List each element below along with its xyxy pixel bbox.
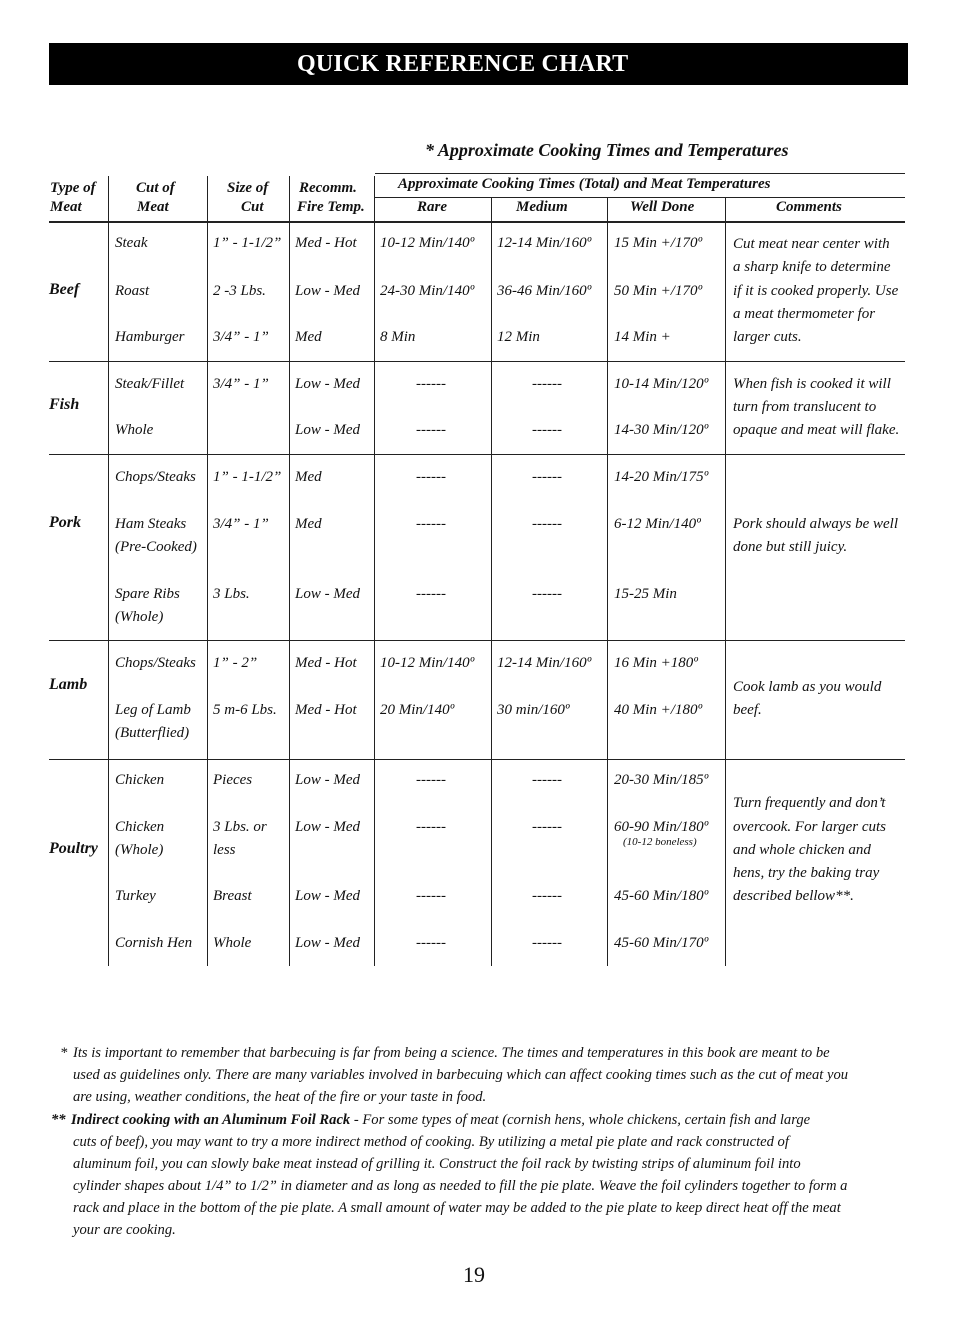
fish-comment-line: opaque and meat will flake. <box>733 422 900 438</box>
pork-ham-size: 3/4” - 1” <box>213 516 269 532</box>
beef-roast-well: 50 Min +/170º <box>614 283 703 299</box>
lamb-chops-fire: Med - Hot <box>295 655 357 671</box>
poultry-pieces-rare: ------ <box>416 772 446 788</box>
poultry-hen-rare: ------ <box>416 935 446 951</box>
title-banner <box>49 43 908 85</box>
type-beef: Beef <box>49 281 80 298</box>
pork-chops-size: 1” - 1-1/2” <box>213 469 282 485</box>
poultry-pieces-size: Pieces <box>213 772 253 788</box>
header-fire-line2: Fire Temp. <box>297 199 365 215</box>
column-rule <box>207 176 208 966</box>
poultry-pieces-fire: Low - Med <box>295 772 360 788</box>
poultry-hen-well: 45-60 Min/170º <box>614 935 709 951</box>
poultry-hen-size: Whole <box>213 935 252 951</box>
pork-chops-rare: ------ <box>416 469 446 485</box>
lamb-divider <box>49 759 905 760</box>
beef-steak-rare: 10-12 Min/140º <box>380 235 475 251</box>
header-medium: Medium <box>516 199 568 215</box>
pork-chops-fire: Med <box>295 469 322 485</box>
lamb-leg-fire: Med - Hot <box>295 702 357 718</box>
footnote-2-heading: Indirect cooking with an Aluminum Foil Rack <box>71 1112 351 1128</box>
lamb-leg-size: 5 m-6 Lbs. <box>213 702 277 718</box>
footnote-1-line: are using, weather conditions, the heat of the fire or your taste in food. <box>73 1089 487 1105</box>
beef-hamburger-fire: Med <box>295 329 322 345</box>
poultry-turkey-fire: Low - Med <box>295 888 360 904</box>
header-cut-line1: Cut of <box>136 180 175 196</box>
poultry-comment-line: and whole chicken and <box>733 842 871 858</box>
poultry-whole-cut: Chicken <box>115 819 165 835</box>
fish-fillet-well: 10-14 Min/120º <box>614 376 709 392</box>
fish-comment-line: When fish is cooked it will <box>733 376 891 392</box>
fish-fillet-cut: Steak/Fillet <box>115 376 185 392</box>
fish-fillet-medium: ------ <box>532 376 562 392</box>
header-top-rule <box>375 173 905 174</box>
footnote-2-line: aluminum foil, you can slowly bake meat instead of grilling it. Construct the foil rack by twisting strips of aluminum foil into <box>73 1156 801 1172</box>
pork-ribs-rare: ------ <box>416 586 446 602</box>
header-cut-line2: Meat <box>137 199 169 215</box>
type-fish: Fish <box>49 396 80 413</box>
beef-roast-cut: Roast <box>115 283 150 299</box>
poultry-whole-cut-note: (Whole) <box>115 842 164 858</box>
beef-hamburger-rare: 8 Min <box>380 329 416 345</box>
header-rare: Rare <box>417 199 447 215</box>
page-number: 19 <box>463 1262 485 1287</box>
pork-comment-line: Pork should always be well <box>733 516 898 532</box>
fish-fillet-size: 3/4” - 1” <box>213 376 269 392</box>
beef-steak-size: 1” - 1-1/2” <box>213 235 282 251</box>
beef-comment-line: larger cuts. <box>733 329 802 345</box>
poultry-hen-medium: ------ <box>532 935 562 951</box>
page-title: QUICK REFERENCE CHART <box>297 51 629 77</box>
pork-chops-medium: ------ <box>532 469 562 485</box>
column-rule <box>725 198 726 966</box>
footnote-1-marker: * <box>60 1045 68 1061</box>
fish-fillet-fire: Low - Med <box>295 376 360 392</box>
lamb-leg-cut: Leg of Lamb <box>115 702 191 718</box>
lamb-chops-size: 1” - 2” <box>213 655 258 671</box>
beef-roast-rare: 24-30 Min/140º <box>380 283 475 299</box>
beef-hamburger-cut: Hamburger <box>115 329 185 345</box>
type-lamb: Lamb <box>49 676 88 693</box>
poultry-whole-medium: ------ <box>532 819 562 835</box>
poultry-whole-well: 60-90 Min/180º <box>614 819 709 835</box>
pork-chops-cut: Chops/Steaks <box>115 469 196 485</box>
footnote-1-line: used as guidelines only. There are many variables involved in barbecuing which can affect cooking times such as the cut of meat you <box>73 1067 849 1083</box>
fish-whole-cut: Whole <box>115 422 154 438</box>
pork-ribs-cut-note: (Whole) <box>115 609 164 625</box>
pork-ham-medium: ------ <box>532 516 562 532</box>
footnote-2-line: rack and place in the bottom of the pie plate. A small amount of water may be added to the pie plate to keep direct heat off the meat <box>73 1200 841 1216</box>
type-pork: Pork <box>49 514 81 531</box>
header-group-rule <box>375 197 905 198</box>
beef-roast-size: 2 -3 Lbs. <box>213 283 266 299</box>
pork-ribs-medium: ------ <box>532 586 562 602</box>
poultry-turkey-cut: Turkey <box>115 888 156 904</box>
pork-ham-well: 6-12 Min/140º <box>614 516 701 532</box>
column-rule <box>607 198 608 966</box>
footnote-1-line: Its is important to remember that barbecuing is far from being a science. The times and temperatures in this book are meant to be <box>73 1045 830 1061</box>
beef-divider <box>49 361 905 362</box>
column-rule <box>491 198 492 966</box>
poultry-turkey-medium: ------ <box>532 888 562 904</box>
header-comments: Comments <box>776 199 842 215</box>
footnote-2-line: your are cooking. <box>73 1222 176 1238</box>
poultry-whole-well-note: (10-12 boneless) <box>623 836 697 848</box>
type-poultry: Poultry <box>49 840 98 857</box>
poultry-pieces-medium: ------ <box>532 772 562 788</box>
header-bottom-rule <box>49 221 905 223</box>
lamb-chops-rare: 10-12 Min/140º <box>380 655 475 671</box>
header-size-line2: Cut <box>241 199 264 215</box>
pork-ribs-size: 3 Lbs. <box>213 586 250 602</box>
beef-comment-line: a sharp knife to determine <box>733 259 891 275</box>
footnote-2-line: cylinder shapes about 1/4” to 1/2” in diameter and as long as needed to fill the pie plate. Weave the foil cylinders together to form a <box>73 1178 848 1194</box>
footnote-2-first-line <box>71 1109 810 1131</box>
lamb-comment-line: Cook lamb as you would <box>733 679 882 695</box>
pork-ham-fire: Med <box>295 516 322 532</box>
poultry-pieces-well: 20-30 Min/185º <box>614 772 709 788</box>
header-size-line1: Size of <box>227 180 269 196</box>
lamb-leg-cut-note: (Butterflied) <box>115 725 190 741</box>
beef-steak-medium: 12-14 Min/160º <box>497 235 592 251</box>
pork-ham-cut-note: (Pre-Cooked) <box>115 539 197 555</box>
poultry-turkey-well: 45-60 Min/180º <box>614 888 709 904</box>
fish-fillet-rare: ------ <box>416 376 446 392</box>
pork-comment-line: done but still juicy. <box>733 539 848 555</box>
poultry-turkey-size: Breast <box>213 888 252 904</box>
column-rule <box>289 176 290 966</box>
beef-comment-line: if it is cooked properly. Use <box>733 283 899 299</box>
fish-comment-line: turn from translucent to <box>733 399 877 415</box>
poultry-hen-cut: Cornish Hen <box>115 935 193 951</box>
poultry-comment-line: Turn frequently and don’t <box>733 795 886 811</box>
lamb-comment-line: beef. <box>733 702 762 718</box>
beef-hamburger-size: 3/4” - 1” <box>213 329 269 345</box>
poultry-whole-rare: ------ <box>416 819 446 835</box>
poultry-hen-fire: Low - Med <box>295 935 360 951</box>
poultry-turkey-rare: ------ <box>416 888 446 904</box>
lamb-chops-cut: Chops/Steaks <box>115 655 196 671</box>
poultry-comment-line: described bellow**. <box>733 888 854 904</box>
beef-comment-line: Cut meat near center with <box>733 236 890 252</box>
pork-chops-well: 14-20 Min/175º <box>614 469 709 485</box>
lamb-leg-medium: 30 min/160º <box>497 702 570 718</box>
poultry-comment-line: hens, try the baking tray <box>733 865 880 881</box>
beef-steak-fire: Med - Hot <box>295 235 357 251</box>
pork-ribs-fire: Low - Med <box>295 586 360 602</box>
poultry-whole-size: 3 Lbs. or <box>213 819 267 835</box>
fish-whole-medium: ------ <box>532 422 562 438</box>
beef-hamburger-well: 14 Min + <box>614 329 671 345</box>
fish-whole-rare: ------ <box>416 422 446 438</box>
pork-ribs-well: 15-25 Min <box>614 586 677 602</box>
footnote-2-first-text: - For some types of meat (cornish hens, whole chickens, certain fish and large <box>350 1112 811 1128</box>
poultry-comment-line: overcook. For larger cuts <box>733 819 887 835</box>
lamb-chops-medium: 12-14 Min/160º <box>497 655 592 671</box>
poultry-whole-fire: Low - Med <box>295 819 360 835</box>
footnote-2-line: cuts of beef), you may want to try a more indirect method of cooking. By utilizing a metal pie plate and rack constructed of <box>73 1134 789 1150</box>
beef-steak-well: 15 Min +/170º <box>614 235 703 251</box>
beef-steak-cut: Steak <box>115 235 148 251</box>
footnote-2-marker: ** <box>51 1112 66 1128</box>
beef-roast-medium: 36-46 Min/160º <box>497 283 592 299</box>
header-type-line1: Type of <box>50 180 96 196</box>
lamb-chops-well: 16 Min +180º <box>614 655 698 671</box>
header-fire-line1: Recomm. <box>299 180 357 196</box>
chart-subtitle: * Approximate Cooking Times and Temperatures <box>425 140 789 160</box>
fish-divider <box>49 454 905 455</box>
column-rule <box>374 176 375 966</box>
beef-hamburger-medium: 12 Min <box>497 329 540 345</box>
header-group: Approximate Cooking Times (Total) and Meat Temperatures <box>398 176 771 192</box>
pork-ribs-cut: Spare Ribs <box>115 586 180 602</box>
column-rule <box>108 176 109 966</box>
header-well-done: Well Done <box>630 199 695 215</box>
fish-whole-fire: Low - Med <box>295 422 360 438</box>
poultry-pieces-cut: Chicken <box>115 772 165 788</box>
pork-divider <box>49 640 905 641</box>
header-type-line2: Meat <box>50 199 82 215</box>
lamb-leg-well: 40 Min +/180º <box>614 702 703 718</box>
fish-whole-well: 14-30 Min/120º <box>614 422 709 438</box>
pork-ham-cut: Ham Steaks <box>115 516 187 532</box>
poultry-whole-size-line2: less <box>213 842 236 858</box>
beef-roast-fire: Low - Med <box>295 283 360 299</box>
pork-ham-rare: ------ <box>416 516 446 532</box>
lamb-leg-rare: 20 Min/140º <box>380 702 455 718</box>
beef-comment-line: a meat thermometer for <box>733 306 876 322</box>
